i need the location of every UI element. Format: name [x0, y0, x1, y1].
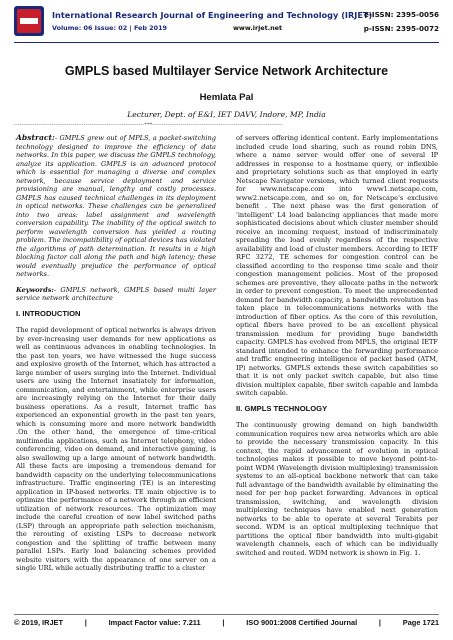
- header-rule: [14, 42, 439, 43]
- paper-title: GMPLS based Multilayer Service Network Architecture: [64, 64, 389, 78]
- footer-divider: |: [222, 618, 225, 627]
- gmpls-paragraph: The continuously growing demand on high bandwidth communication requires new area networks which are able to provide the necessary transmission capacity. In this context, the rapid advancement of evolution in optical technologies makes it possible to move beyond point-to-point WDM (Wavelength division multiplexing) transmission systems to an all-optical backbone network that can take full advantage of the bandwidth available by eliminating the need for per hop packet forwarding. Advances in optical transmission, switching, and wavelength division multiplexing techniques have enabled next generation networks to be able to operate at several Terabits per second. WDM is an optical multiplexing technique that partitions the optical fiber bandwidth into multi-gigabit wavelength channels, each of which can be individually switched and routed. WDM network is shown in Fig. 1.: [236, 421, 438, 557]
- left-column: [16, 134, 216, 580]
- right-column: [236, 134, 438, 564]
- footer-iso: ISO 9001:2008 Certified Journal: [246, 618, 358, 627]
- page-footer: [14, 618, 439, 627]
- abstract-text: - GMPLS grew out of MPLS, a packet-switching technology designed to improve the efficiency of data networks. In this paper, we discuss the GMPLS technology, analyze its application. GMPLS is an advanced protocol which is essential for managing a diverse and complex network, because service deployment and service provisioning are manual, lengthy and costly processes. GMPLS has caused technical challenges in its deployment in optical networks. These challenges can be generalized into two areas: label assignment and wavelength conversion capability. The inability of the optical switch to perform wavelength conversion has yielded a routing problem. The incompatibility of optical devices has violated the algorithms of path determination. It results in a high blocking factor call along the path and high latency; these would eventually prejudice the performance of optical networks.: [16, 134, 216, 278]
- keywords: [16, 286, 216, 303]
- journal-website[interactable]: www.irjet.net: [233, 24, 283, 32]
- author-name: Hemlata Pal: [199, 92, 254, 103]
- keywords-text: - GMPLS network, GMPLS based multi layer service network architecture: [16, 285, 216, 302]
- footer-impact-factor: Impact Factor value: 7.211: [108, 618, 201, 627]
- footer-copyright: © 2019, IRJET: [14, 618, 63, 627]
- journal-title: International Research Journal of Engineering and Technology (IRJET): [52, 10, 373, 20]
- intro-heading: I. INTRODUCTION: [16, 308, 81, 318]
- footer-divider: |: [378, 618, 381, 627]
- footer-page-number: Page 1721: [402, 618, 439, 627]
- footer-rule: [14, 614, 439, 615]
- keywords-label: Keywords:: [16, 285, 54, 294]
- gmpls-heading: II. GMPLS TECHNOLOGY: [236, 403, 328, 413]
- volume-line: [52, 24, 282, 32]
- issn-online: e-ISSN: 2395-0056: [364, 10, 439, 19]
- author-affiliation: Lecturer, Dept. of E&I, IET DAVV, Indore, MP, India: [127, 110, 326, 119]
- intro-continued-paragraph: of servers offering identical content. Early implementations included crude load sharing, such as round robin DNS, where a name server would offer one of several IP addresses in response to a hostname query, or inflexible and proprietary solutions such as that employed in early Netscape Navigator versions, which turned client requests for www.netscape.com into www1.netscape.com, www2.netscape.com, and so on, for Netscape's exclusive benefit . The next phase was the first generation of 'intelligent' L4 load balancing appliances that made more sophisticated decisions about which cluster member should receive an incoming request, instead of indiscriminately spreading the load evenly regardless of the respective availability and load of cluster members. According to IETF RFC 3272, TE schemes for congestion control can be classified according to the response time scale and their congestion management policies. Most of the proposed schemes are preventive, they allocate paths in the network in order to prevent congestion. To meet the unprecedented demand for bandwidth capacity, a bandwidth revolution has taken place in telecommunications networks with the introduction of fiber optics. As the core of this revolution, optical fibers have proved to be an excellent physical transmission medium for providing huge bandwidth capacity. GMPLS has evolved from MPLS, the original IETF standard intended to enhance the forwarding performance and traffic engineering intelligence of packet based (ATM, IP) networks. GMPLS extends these switch capabilities so that it is not only packet switch capable, but also time division multiplex capable, fiber switch capable and lambda switch capable.: [236, 134, 438, 397]
- footer-divider: |: [84, 618, 87, 627]
- section-separator: ---------------------------------------------------------------------***---------------------------------------------------------------------: [14, 122, 283, 128]
- irjet-logo: [14, 6, 44, 36]
- abstract: [16, 134, 216, 279]
- volume-info: Volume: 06 Issue: 02 | Feb 2019: [52, 24, 167, 32]
- intro-paragraph: The rapid development of optical networks is always driven by ever-increasing user demands for new applications as well as continuous advances in enabling technologies. In the past ten years, we have witnessed the huge success and explosive growth of the Internet, which has attracted a large number of users surging into the Internet. Individual users are using the Internet insatiately for information, communication, and entertainment, while enterprise users are increasingly relying on the Internet for their daily business operations. As a result, Internet traffic has experienced an exponential growth in the past ten years, which is consuming more and more network bandwidth .On the other hand, the emergence of time-critical multimedia applications, such as Internet telephony, video conferencing, video on demand, and interactive gaming, is also swallowing up a large amount of network bandwidth. All these facts are imposing a tremendous demand for bandwidth capacity on the underlying telecommunications infrastructure. Traffic engineering (TE) is an interesting application in IP-based networks. TE main objective is to optimize the performance of a network through an efficient utilization of network resources. The optimization may include the careful creation of new label switched paths (LSP) through an appropriate path selection mechanism, the rerouting of existing LSPs to decrease network congestion and the splitting of traffic between many parallel LSPs. Early load balancing schemes provided website visitors with the appearance of one server on a single URL while actually distributing traffic to a cluster: [16, 326, 216, 572]
- abstract-label: Abstract:: [16, 133, 55, 142]
- journal-header: [14, 6, 439, 46]
- issn-print: p-ISSN: 2395-0072: [363, 24, 439, 33]
